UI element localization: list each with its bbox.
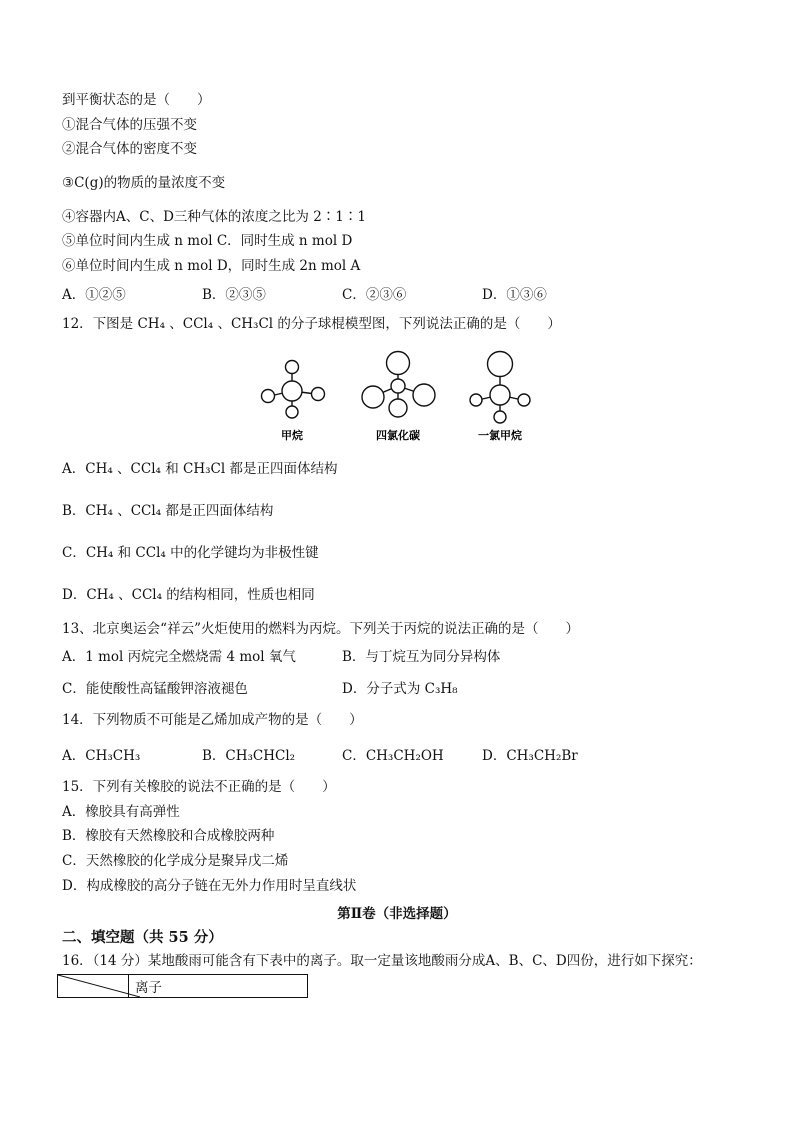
q13-options-row-1 (62, 645, 662, 663)
ion-header-cell: 离子 (129, 975, 308, 998)
q11-item-3: ③C(g)的物质的量浓度不变 (62, 175, 226, 191)
q14-option-a: A．CH₃CH₃ (62, 748, 141, 764)
q12-option-a: A．CH₄ 、CCl₄ 和 CH₃Cl 都是正四面体结构 (62, 461, 338, 477)
q14-stem: 14．下列物质不可能是乙烯加成产物的是（ ） (62, 712, 363, 728)
q13-option-d: D．分子式为 C₃H₈ (342, 681, 458, 697)
q13-option-b: B．与丁烷互为同分异构体 (342, 649, 501, 665)
carbon-tetrachloride-label: 四氯化碳 (376, 429, 420, 442)
q15-option-c: C．天然橡胶的化学成分是聚异戊二烯 (62, 853, 289, 869)
q14-options (62, 744, 662, 762)
q13-stem: 13、北京奥运会“祥云”火炬使用的燃料为丙烷。下列关于丙烷的说法正确的是（ ） (62, 621, 579, 637)
q11-item-1: ①混合气体的压强不变 (62, 117, 197, 133)
q15-option-b: B．橡胶有天然橡胶和合成橡胶两种 (62, 828, 275, 844)
section-2-title: 第Ⅱ卷（非选择题） (337, 906, 457, 922)
q11-item-4: ④容器内A、C、D三种气体的浓度之比为 2∶1∶1 (62, 209, 366, 225)
q15-stem: 15．下列有关橡胶的说法不正确的是（ ） (62, 779, 336, 795)
q15-option-d: D．构成橡胶的高分子链在无外力作用时呈直线状 (62, 878, 357, 894)
q14-option-c: C．CH₃CH₂OH (342, 748, 444, 764)
q11-item-6: ⑥单位时间内生成 n mol D，同时生成 2n mol A (62, 258, 361, 274)
q15-option-a: A．橡胶具有高弹性 (62, 804, 180, 820)
q11-item-2: ②混合气体的密度不变 (62, 141, 197, 157)
chloromethane-label: 一氯甲烷 (478, 429, 522, 442)
diagonal-header-cell (58, 975, 129, 998)
diagonal-line (58, 975, 140, 997)
q13-option-c: C．能使酸性高锰酸钾溶液褪色 (62, 681, 248, 697)
q14-option-d: D．CH₃CH₂Br (482, 748, 578, 764)
q16-stem: 16．（14 分）某地酸雨可能含有下表中的离子。取一定量该地酸雨分成A、B、C、D四份，进行如下探究： (62, 953, 702, 969)
chloromethane-ball-stick-model (470, 352, 530, 424)
q11-option-a: A．①②⑤ (62, 287, 126, 303)
q11-item-5: ⑤单位时间内生成 n mol C．同时生成 n mol D (62, 233, 353, 249)
q13-option-a: A．1 mol 丙烷完全燃烧需 4 mol 氧气 (62, 649, 296, 665)
q13-options-row-2 (62, 677, 662, 695)
methane-label: 甲烷 (281, 429, 303, 442)
q11-option-c: C．②③⑥ (342, 287, 407, 303)
carbon-tetrachloride-ball-stick-model (362, 352, 435, 418)
q11-option-b: B．②③⑤ (202, 287, 266, 303)
methane-ball-stick-model (262, 361, 325, 419)
q12-stem: 12．下图是 CH₄ 、CCl₄ 、CH₃Cl 的分子球棍模型图，下列说法正确的是（ ） (62, 316, 561, 332)
q11-options (62, 283, 662, 301)
part-2-title: 二、填空题（共 55 分） (62, 929, 223, 946)
q14-option-b: B．CH₃CHCl₂ (202, 748, 296, 764)
q11-stem-tail: 到平衡状态的是（ ） (62, 92, 211, 108)
molecule-models-figure (250, 342, 540, 448)
ions-table (57, 974, 308, 998)
table-row (58, 975, 308, 998)
q11-option-d: D．①③⑥ (482, 287, 547, 303)
q12-option-d: D．CH₄ 、CCl₄ 的结构相同，性质也相同 (62, 587, 315, 603)
q12-option-c: C．CH₄ 和 CCl₄ 中的化学键均为非极性键 (62, 545, 319, 561)
q12-option-b: B．CH₄ 、CCl₄ 都是正四面体结构 (62, 503, 274, 519)
